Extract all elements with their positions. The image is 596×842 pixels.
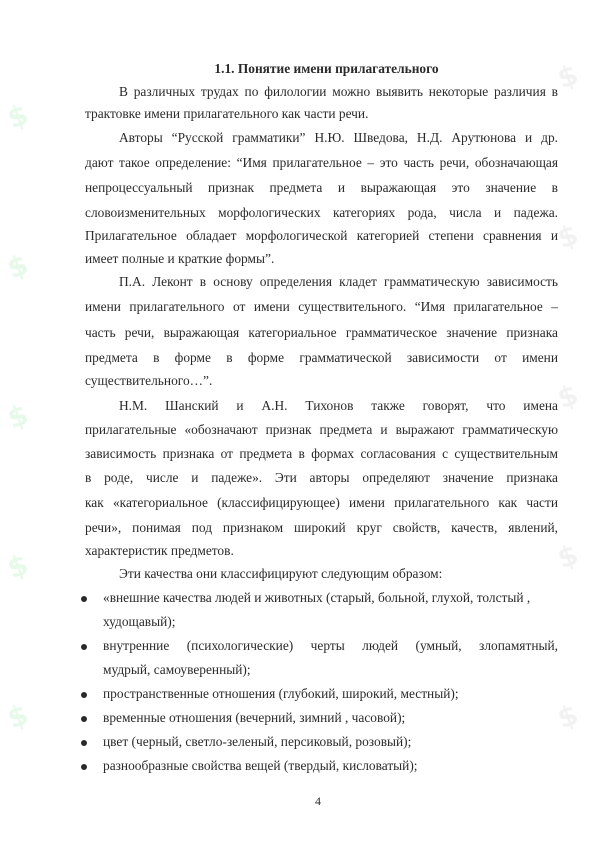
bullet-icon xyxy=(81,644,87,650)
paragraph-line: Н.М. Шанский и А.Н. Тихонов также говорят, что имена xyxy=(119,398,558,413)
page-number: 4 xyxy=(315,794,321,808)
paragraph-line: Эти качества они классифицируют следующим образом: xyxy=(119,566,443,581)
list-item: разнообразные свойства вещей (твердый, кисловатый); xyxy=(103,758,418,773)
paragraph-line: как «категориальное (классифицирующее) имени прилагательного как части xyxy=(85,495,558,510)
paragraph-line: характеристик предметов. xyxy=(85,543,234,558)
paragraph-line: часть речи, выражающая категориальное грамматическое значение признака xyxy=(85,325,558,340)
paragraph-line: зависимость признака от предмета в формах согласования с существительным xyxy=(85,446,558,461)
paragraph-line: прилагательные «обозначают признак предмета и выражают грамматическую xyxy=(85,422,558,437)
watermark-mark: $ xyxy=(552,217,583,256)
bullet-icon xyxy=(81,716,87,722)
watermark-mark: $ xyxy=(552,57,583,96)
paragraph-line: Прилагательное обладает морфологической категорией степени сравнения и xyxy=(85,228,558,243)
watermark-mark: $ xyxy=(2,247,33,286)
list-item: внутренние (психологические) черты людей (умный, злопамятный, xyxy=(103,638,558,653)
bullet-icon xyxy=(81,692,87,698)
watermark-mark: $ xyxy=(2,697,33,736)
paragraph-line: П.А. Леконт в основу определения кладет грамматическую зависимость xyxy=(119,274,558,289)
paragraph-line: непроцессуальный признак предмета и выражающая это значение в xyxy=(85,180,558,195)
list-item: пространственные отношения (глубокий, широкий, местный); xyxy=(103,686,459,701)
bullet-icon xyxy=(81,764,87,770)
watermark-mark: $ xyxy=(2,547,33,586)
watermark-mark: $ xyxy=(552,697,583,736)
watermark-mark: $ xyxy=(2,97,33,136)
bullet-icon xyxy=(81,596,87,602)
watermark-left xyxy=(4,0,44,842)
watermark-mark: $ xyxy=(552,377,583,416)
paragraph-line: словоизменительных морфологических категориях рода, числа и падежа. xyxy=(85,205,558,220)
paragraph-line: дают такое определение: “Имя прилагательное – это часть речи, обозначающая xyxy=(85,155,558,170)
paragraph-line: имеет полные и краткие формы”. xyxy=(85,251,275,266)
watermark-right xyxy=(554,0,594,842)
paragraph-line: В различных трудах по филологии можно выявить некоторые различия в xyxy=(119,84,558,99)
watermark-mark: $ xyxy=(2,397,33,436)
bullet-icon xyxy=(81,740,87,746)
section-title: 1.1. Понятие имени прилагательного xyxy=(214,61,439,76)
paragraph-line: существительного…”. xyxy=(85,373,213,388)
list-item: «внешние качества людей и животных (старый, больной, глухой, толстый , xyxy=(103,590,531,605)
list-item-continuation: мудрый, самоуверенный); xyxy=(103,662,251,677)
paragraph-line: Авторы “Русской грамматики” Н.Ю. Шведова, Н.Д. Арутюнова и др. xyxy=(119,130,558,145)
list-item-continuation: худощавый); xyxy=(103,614,176,629)
list-item: цвет (черный, светло-зеленый, персиковый, розовый); xyxy=(103,734,412,749)
watermark-mark: $ xyxy=(552,537,583,576)
paragraph-line: трактовке имени прилагательного как части речи. xyxy=(85,106,369,121)
paragraph-line: в роде, числе и падеже». Эти авторы определяют значение признака xyxy=(85,470,558,485)
list-item: временные отношения (вечерний, зимний , часовой); xyxy=(103,710,406,725)
paragraph-line: речи», понимая под признаком широкий круг свойств, качеств, явлений, xyxy=(85,520,558,535)
paragraph-line: предмета в форме в форме грамматической зависимости от имени xyxy=(85,350,558,365)
paragraph-line: имени прилагательного от имени существительного. “Имя прилагательное – xyxy=(85,299,558,314)
